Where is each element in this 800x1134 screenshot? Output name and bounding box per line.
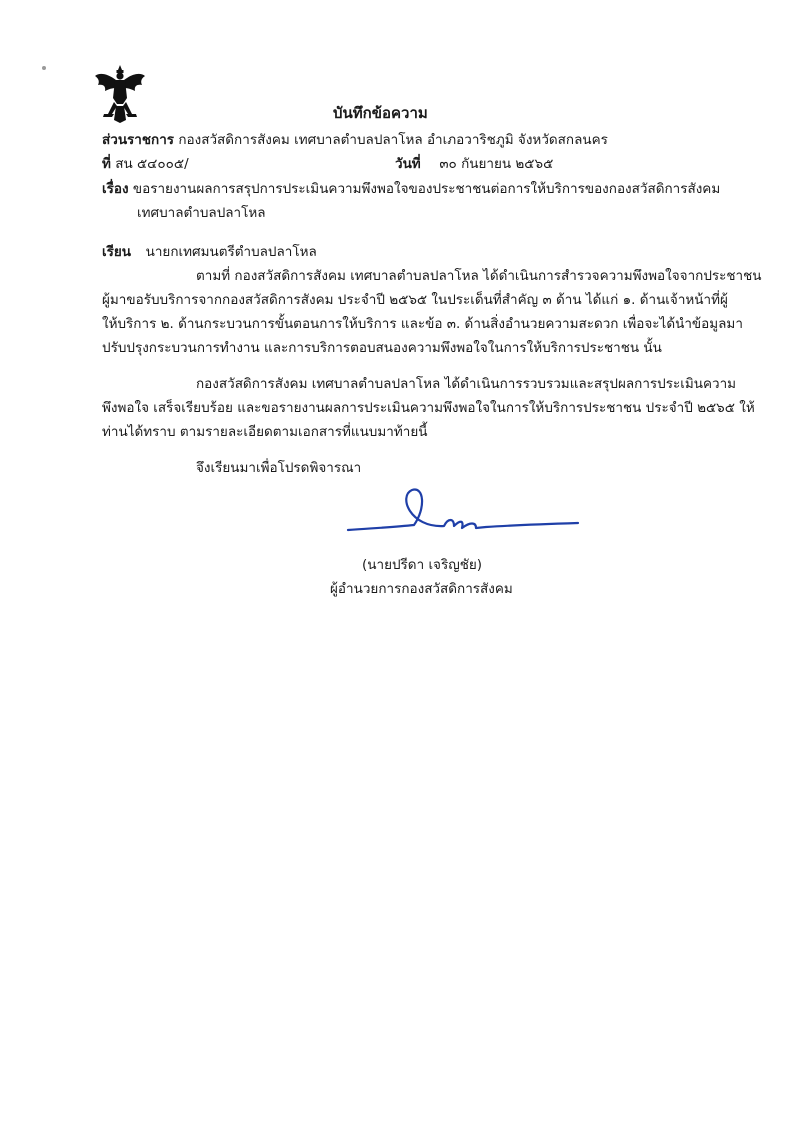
date-label: วันที่ (395, 156, 421, 172)
paragraph-1-line-1: ตามที่ กองสวัสดิการสังคม เทศบาลตำบลปลาโหล ได้ดำเนินการสำรวจความพึงพอใจจากประชาชน (196, 268, 762, 284)
signature-mark (336, 478, 586, 550)
paragraph-2-line-3: ท่านได้ทราบ ตามรายละเอียดตามเอกสารที่แนบมาท้ายนี้ (102, 424, 428, 440)
reference-value: สน ๕๔๐๐๕/ (115, 156, 189, 172)
paragraph-1-line-3: ให้บริการ ๒. ด้านกระบวนการขั้นตอนการให้บริการ และข้อ ๓. ด้านสิ่งอำนวยความสะดวก เพื่อจะได้นำข้อมูลมา (102, 316, 743, 332)
department-label: ส่วนราชการ (102, 132, 175, 148)
recipient-label: เรียน (102, 244, 132, 260)
subject-text-1: ขอรายงานผลการสรุปการประเมินความพึงพอใจของประชาชนต่อการให้บริการของกองสวัสดิการสังคม (132, 181, 721, 197)
paragraph-2-line-1: กองสวัสดิการสังคม เทศบาลตำบลปลาโหล ได้ดำเนินการรวบรวมและสรุปผลการประเมินความ (196, 376, 737, 392)
closing-line: จึงเรียนมาเพื่อโปรดพิจารณา (196, 460, 362, 476)
signatory-name: (นายปรีดา เจริญชัย) (362, 557, 483, 573)
subject-label: เรื่อง (102, 181, 129, 197)
department-line (102, 131, 608, 149)
date-line (395, 155, 553, 173)
garuda-emblem-icon (94, 64, 146, 124)
paragraph-1-line-2: ผู้มาขอรับบริการจากกองสวัสดิการสังคม ประจำปี ๒๕๖๕ ในประเด็นที่สำคัญ ๓ ด้าน ได้แก่ ๑. ด้านเจ้าหน้าที่ผู้ (102, 292, 728, 308)
subject-text-2: เทศบาลตำบลปลาโหล (137, 205, 266, 221)
paragraph-2-line-2: พึงพอใจ เสร็จเรียบร้อย และขอรายงานผลการประเมินความพึงพอใจในการให้บริการประชาชน ประจำปี ๒๕๖๕ ให้ (102, 400, 755, 416)
recipient-line (102, 243, 317, 261)
memo-title: บันทึกข้อความ (333, 104, 428, 122)
reference-line (102, 155, 189, 173)
recipient-value: นายกเทศมนตรีตำบลปลาโหล (145, 244, 317, 260)
reference-label: ที่ (102, 156, 111, 172)
subject-line-1 (102, 180, 720, 198)
scan-speck (42, 66, 46, 70)
date-value: ๓๐ กันยายน ๒๕๖๕ (439, 156, 554, 172)
signatory-position: ผู้อำนวยการกองสวัสดิการสังคม (330, 581, 513, 597)
paragraph-1-line-4: ปรับปรุงกระบวนการทำงาน และการบริการตอบสนองความพึงพอใจในการให้บริการประชาชน นั้น (102, 340, 662, 356)
department-value: กองสวัสดิการสังคม เทศบาลตำบลปลาโหล อำเภอวาริชภูมิ จังหวัดสกลนคร (178, 132, 608, 148)
